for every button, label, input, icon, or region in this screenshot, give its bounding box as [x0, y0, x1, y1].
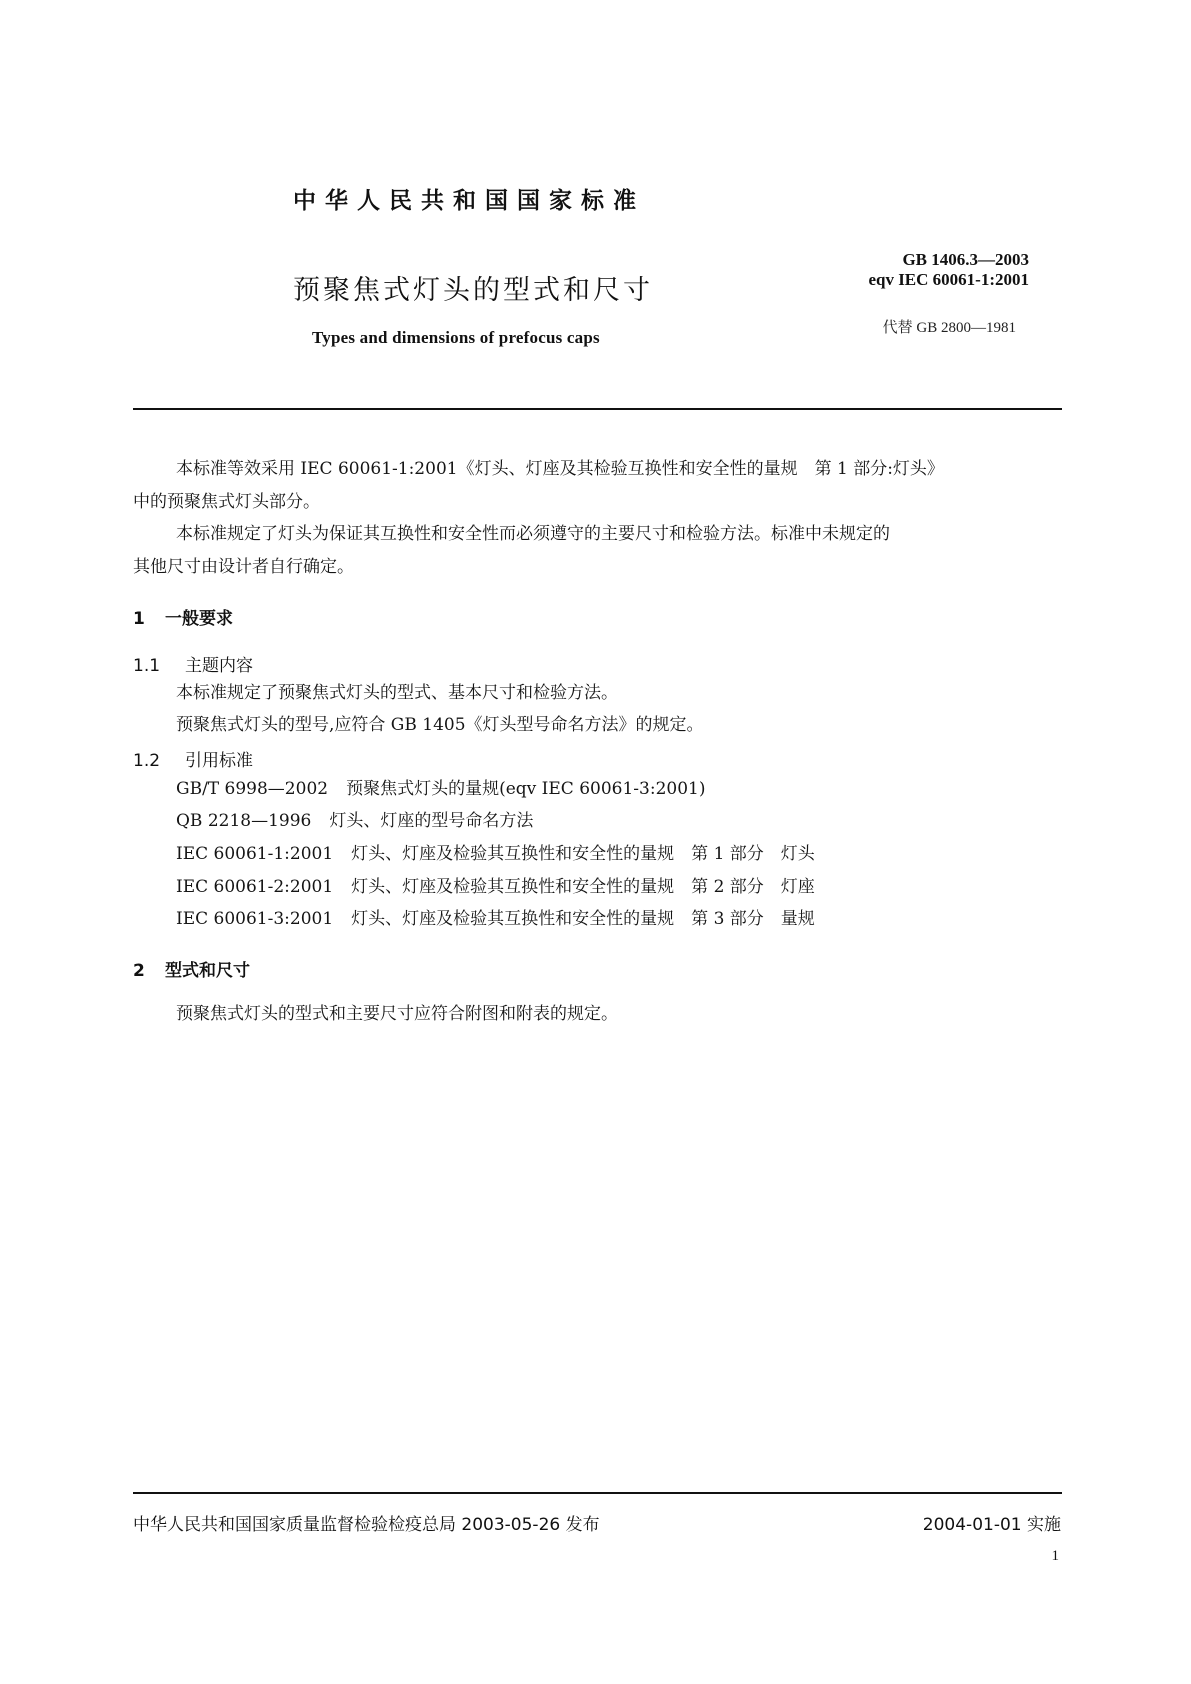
- section-1-1-heading: [133, 651, 253, 676]
- reference-code: IEC 60061-1:2001: [176, 844, 334, 864]
- section-title: 型式和尺寸: [165, 961, 250, 981]
- reference-item: [176, 844, 815, 864]
- reference-title: 灯头、灯座的型号命名方法: [329, 811, 534, 831]
- section-title: 主题内容: [185, 656, 253, 676]
- national-standard-heading: 中华人民共和国国家标准: [293, 188, 645, 214]
- section-title: 引用标准: [185, 751, 253, 771]
- intro-paragraph-2-line-1: 本标准规定了灯头为保证其互换性和安全性而必须遵守的主要尺寸和检验方法。标准中未规定的: [176, 524, 890, 544]
- reference-title: 灯头、灯座及检验其互换性和安全性的量规 第 3 部分 量规: [351, 909, 815, 929]
- reference-item: [176, 877, 815, 897]
- section-1-1-line-1: 本标准规定了预聚焦式灯头的型式、基本尺寸和检验方法。: [176, 683, 618, 703]
- section-1-heading: [133, 604, 233, 629]
- reference-title: 预聚焦式灯头的量规(eqv IEC 60061-3:2001): [346, 779, 706, 799]
- section-title: 一般要求: [165, 609, 233, 629]
- reference-item: [176, 779, 705, 799]
- section-number: 2: [133, 961, 145, 981]
- section-number: 1.2: [133, 751, 161, 771]
- section-number: 1: [133, 609, 145, 629]
- reference-code: QB 2218—1996: [176, 811, 312, 831]
- intro-paragraph-1-line-2: 中的预聚焦式灯头部分。: [133, 492, 320, 512]
- standard-code-block: [868, 250, 1029, 290]
- document-title-en: Types and dimensions of prefocus caps: [312, 328, 600, 347]
- reference-item: [176, 811, 533, 831]
- issuer-and-release-date: 中华人民共和国国家质量监督检验检疫总局 2003-05-26 发布: [133, 1515, 600, 1535]
- section-number: 1.1: [133, 656, 161, 676]
- reference-title: 灯头、灯座及检验其互换性和安全性的量规 第 2 部分 灯座: [351, 877, 815, 897]
- reference-item: [176, 909, 815, 929]
- intro-paragraph-1-line-1: 本标准等效采用 IEC 60061-1:2001《灯头、灯座及其检验互换性和安全性的量规 第 1 部分:灯头》: [176, 459, 944, 479]
- reference-title: 灯头、灯座及检验其互换性和安全性的量规 第 1 部分 灯头: [351, 844, 815, 864]
- footer-divider: [133, 1492, 1062, 1494]
- section-1-2-heading: [133, 746, 253, 771]
- standard-equivalence: eqv IEC 60061-1:2001: [868, 270, 1029, 289]
- document-title-cn: 预聚焦式灯头的型式和尺寸: [293, 275, 653, 306]
- intro-paragraph-2-line-2: 其他尺寸由设计者自行确定。: [133, 557, 354, 577]
- standard-code: GB 1406.3—2003: [902, 250, 1029, 269]
- page-number: 1: [1051, 1548, 1059, 1564]
- reference-code: IEC 60061-2:2001: [176, 877, 334, 897]
- effective-date: 2004-01-01 实施: [922, 1515, 1061, 1535]
- section-1-1-line-2: 预聚焦式灯头的型号,应符合 GB 1405《灯头型号命名方法》的规定。: [176, 715, 704, 735]
- section-2-heading: [133, 956, 250, 981]
- header-divider: [133, 408, 1062, 410]
- reference-code: GB/T 6998—2002: [176, 779, 329, 799]
- section-2-body: 预聚焦式灯头的型式和主要尺寸应符合附图和附表的规定。: [176, 1004, 618, 1024]
- replaces-standard: 代替 GB 2800—1981: [882, 320, 1016, 336]
- reference-code: IEC 60061-3:2001: [176, 909, 334, 929]
